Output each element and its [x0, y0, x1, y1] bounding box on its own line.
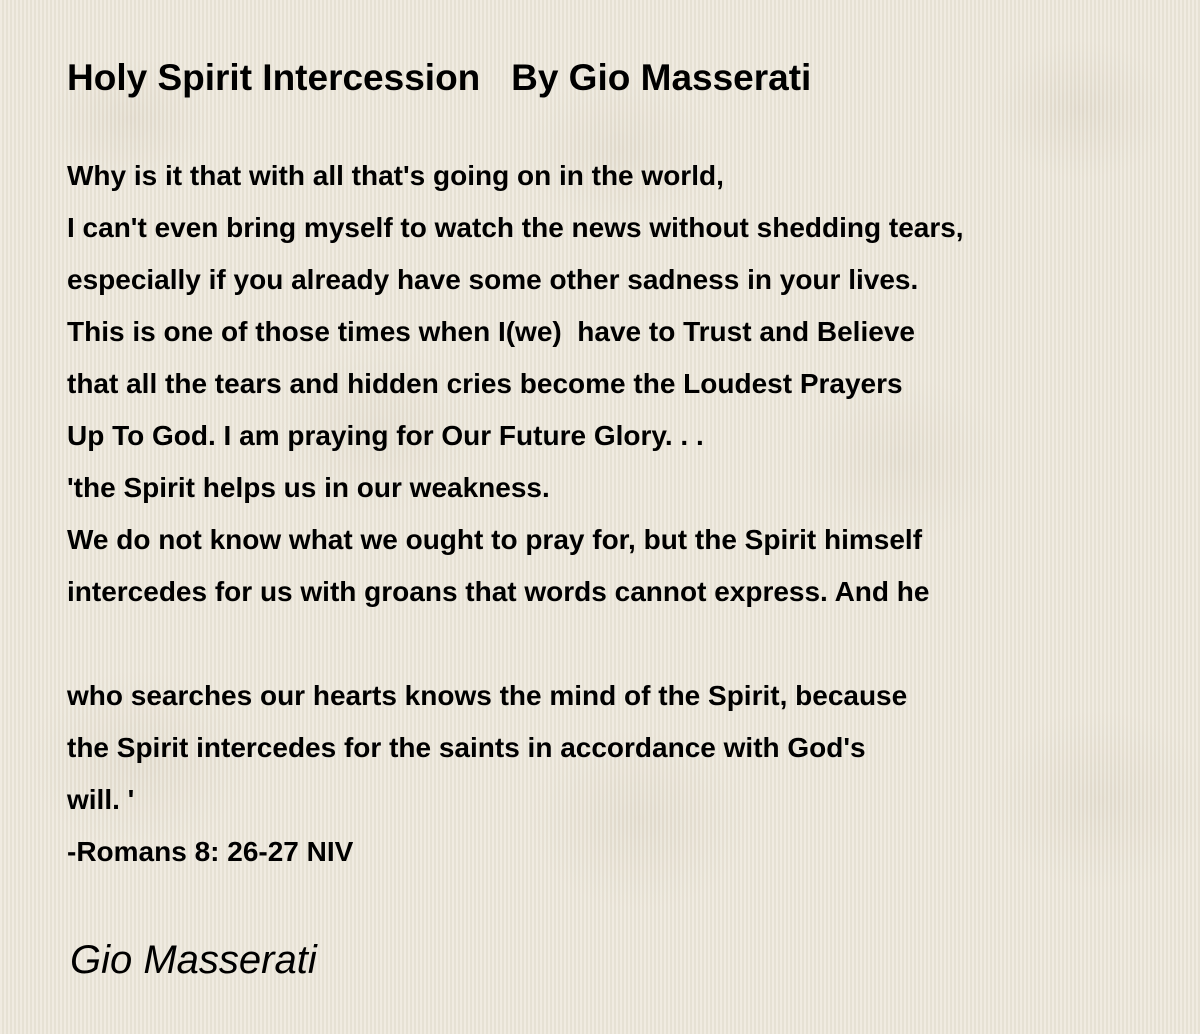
poem-line: We do not know what we ought to pray for, but the Spirit himself	[67, 524, 923, 555]
poem-line: Up To God. I am praying for Our Future Glory. . .	[67, 420, 704, 451]
poem-line: the Spirit intercedes for the saints in accordance with God's	[67, 732, 866, 763]
poem-author-signature: Gio Masserati	[70, 938, 317, 982]
poem-line: who searches our hearts knows the mind of the Spirit, because	[67, 680, 908, 711]
poem-line: Why is it that with all that's going on in the world,	[67, 160, 724, 191]
poem-title: Holy Spirit Intercession By Gio Masserati	[67, 57, 812, 98]
poem-line: that all the tears and hidden cries become the Loudest Prayers	[67, 368, 903, 399]
poem-line: I can't even bring myself to watch the news without shedding tears,	[67, 212, 964, 243]
poem-line: especially if you already have some other sadness in your lives.	[67, 264, 919, 295]
poem-line: intercedes for us with groans that words cannot express. And he	[67, 576, 930, 607]
poem-body	[67, 150, 1177, 878]
poem-line: will. '	[67, 784, 135, 815]
poem-line: This is one of those times when I(we) have to Trust and Believe	[67, 316, 915, 347]
poem-stanza-break	[67, 618, 1177, 670]
poem-line: 'the Spirit helps us in our weakness.	[67, 472, 550, 503]
poem-citation: -Romans 8: 26-27 NIV	[67, 836, 354, 867]
